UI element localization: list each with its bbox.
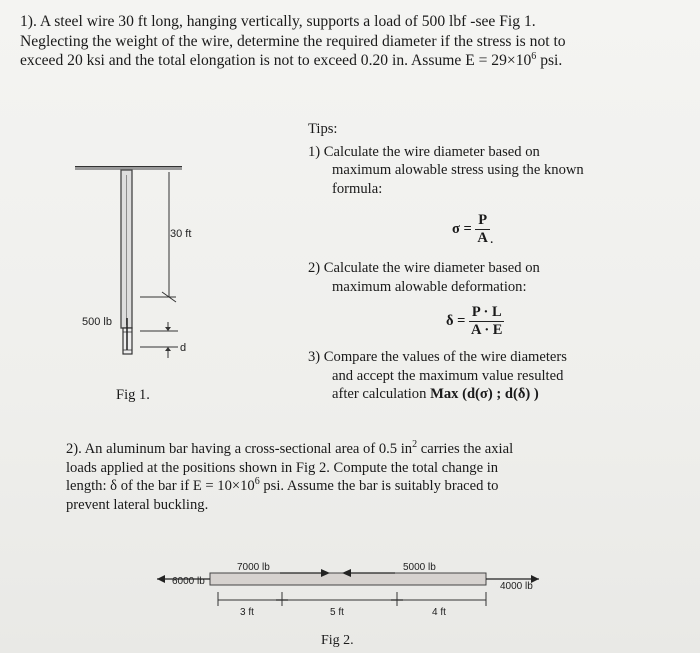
problem-2-text <box>66 440 626 514</box>
tip-1-line: maximum alowable stress using the known <box>332 162 584 179</box>
problem-2-line <box>66 477 626 496</box>
problem-1-line3-text: exceed 20 ksi and the total elongation is not to exceed 0.20 in. Assume E = 29×10 <box>20 52 532 69</box>
formula-numerator: P <box>475 212 489 230</box>
problem-2-line1-text: 2). An aluminum bar having a cross-sectional area of 0.5 in <box>66 441 413 457</box>
problem-1-line: 1). A steel wire 30 ft long, hanging vertically, supports a load of 500 lbf -see Fig 1. <box>20 13 536 30</box>
tip-2-line: maximum alowable deformation: <box>332 278 527 295</box>
tips-title: Tips: <box>308 121 338 137</box>
tip-3-max-expression: Max (d(σ) ; d(δ) ) <box>430 386 539 403</box>
fig2-load-6000: 6000 lb <box>172 576 205 587</box>
problem-2-line1-end: carries the axial <box>417 441 514 457</box>
problem-2-line: prevent lateral buckling. <box>66 496 209 513</box>
fig2-dim-5ft: 5 ft <box>330 607 344 618</box>
exponent: 2 <box>412 439 418 451</box>
formula-period: . <box>489 230 494 247</box>
fig2-dim-3ft: 3 ft <box>240 607 254 618</box>
exponent: 6 <box>254 476 260 488</box>
fig2-dim-4ft: 4 ft <box>432 607 446 618</box>
tip-3-line: 3) Compare the values of the wire diameters <box>308 349 567 365</box>
fig2-load-5000: 5000 lb <box>403 562 436 573</box>
fig1-load-label: 500 lb <box>82 316 112 328</box>
fig2-load-4000: 4000 lb <box>500 581 533 592</box>
problem-2-line3-text: length: δ of the bar if E = 10×10 <box>66 478 255 494</box>
figure-2-caption: Fig 2. <box>321 633 354 648</box>
problem-1-line3-unit: psi. <box>536 52 563 69</box>
fig1-diameter-label: d <box>180 342 187 354</box>
formula-lhs: σ = <box>452 221 472 237</box>
tip-1-line: 1) Calculate the wire diameter based on <box>308 143 540 160</box>
problem-1-line: Neglecting the weight of the wire, determine the required diameter if the stress is not to <box>20 32 566 50</box>
figure-1-caption: Fig 1. <box>116 387 150 403</box>
tip-1-line: formula: <box>332 180 383 197</box>
formula-denominator: A · E <box>471 322 503 338</box>
problem-2-line3-end: psi. Assume the bar is suitably braced to <box>259 478 499 494</box>
fig2-load-7000: 7000 lb <box>237 562 270 573</box>
problem-2-line <box>66 440 626 459</box>
formula-numerator: P · L <box>469 304 504 322</box>
formula-denominator: A <box>477 230 488 246</box>
tip-3-line: and accept the maximum value resulted <box>332 367 564 384</box>
exponent: 6 <box>531 50 537 62</box>
formula-lhs: δ = <box>446 313 466 329</box>
fig1-length-label: 30 ft <box>170 228 192 240</box>
problem-2-line: loads applied at the positions shown in Fig 2. Compute the total change in <box>66 459 499 476</box>
tip-3-text: after calculation <box>332 386 427 403</box>
tip-2-line: 2) Calculate the wire diameter based on <box>308 260 540 276</box>
